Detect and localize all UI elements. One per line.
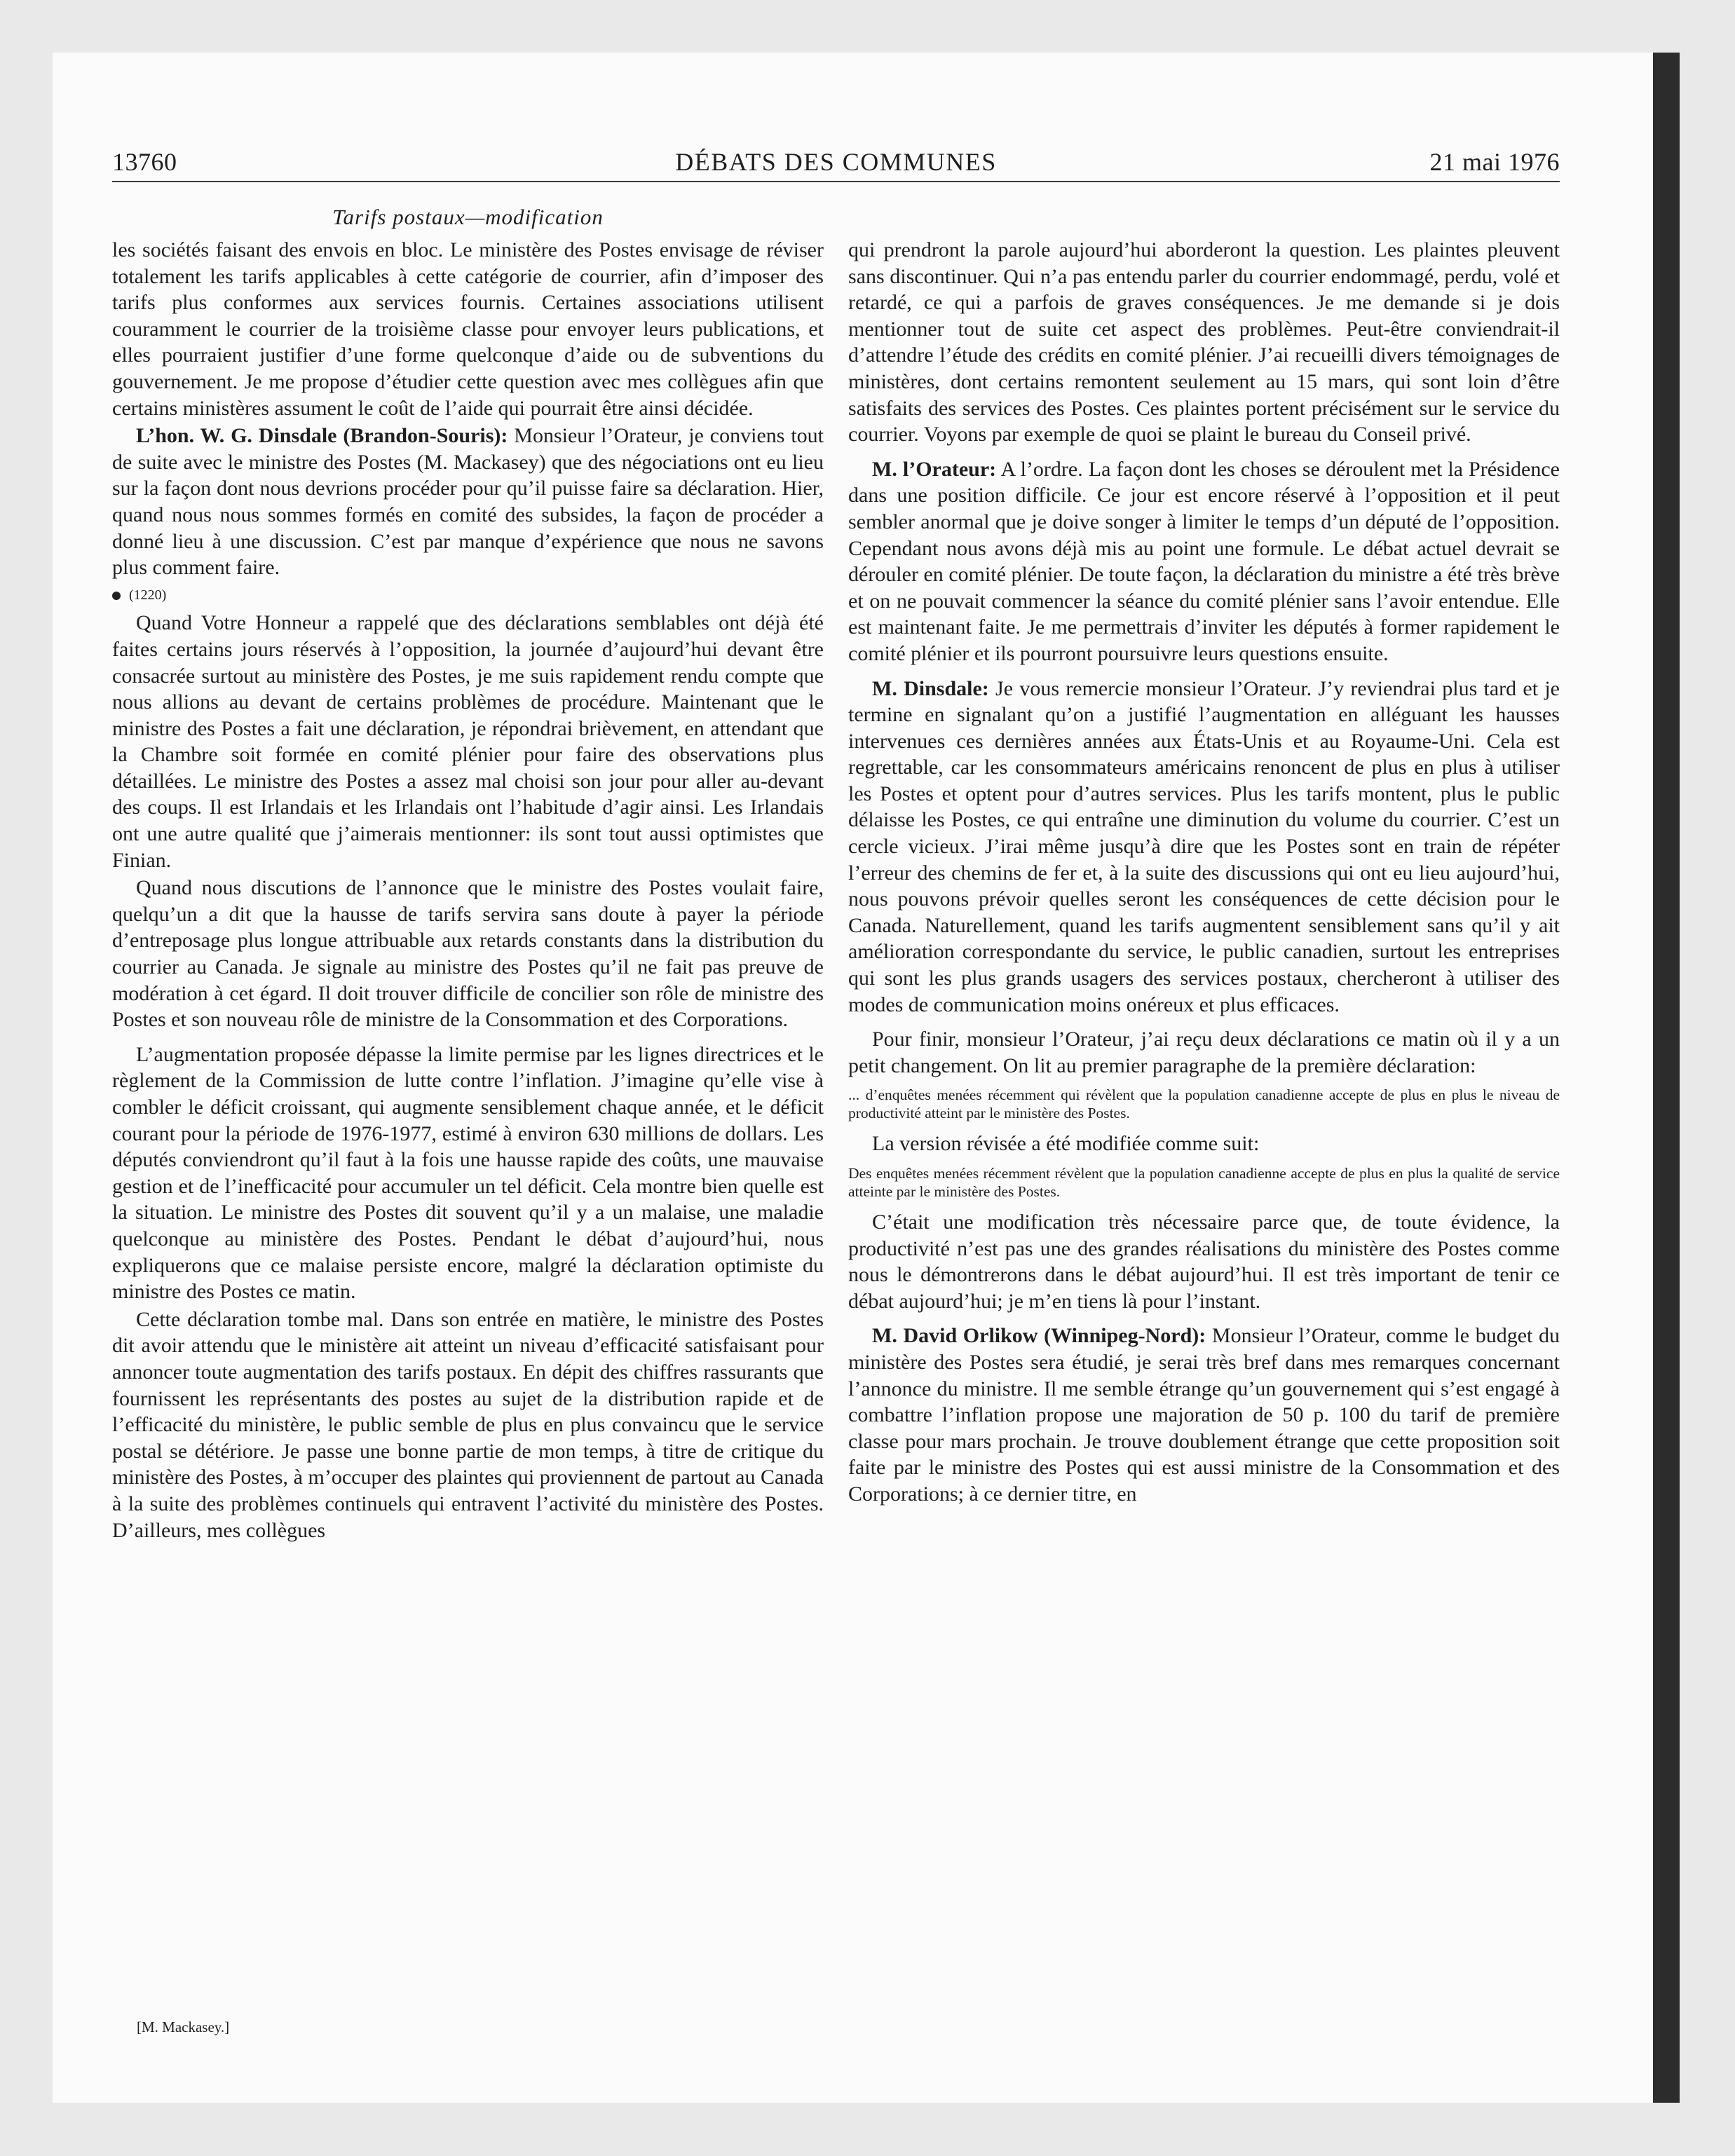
paragraph: [848, 676, 1560, 1018]
paragraph: C’était une modification très nécessaire parce que, de toute évidence, la productivité n’est pas une des grandes réalisations du ministère des Postes comme nous le démontrerons dans le débat aujourd’hui. Il est très important de tenir ce débat aujourd’hui; je m’en tiens là pour l’instant.: [848, 1210, 1560, 1313]
paragraph-text: A l’ordre. La façon dont les choses se déroulent met la Présidence dans une position difficile. Ce jour est encore réservé à l’opposition et il peut sembler anormal que je doive songer à limiter le temps d’un député de l’opposition. Cependant nous avons déjà mis au point une formule. Le débat actuel devrait se dérouler en comité plénier. De toute façon, la déclaration du ministre a été très brève et on ne pouvait commencer la séance du comité plénier sans l’avoir entendue. Elle est maintenant faite. Je me permettrais d’inviter les députés à former rapidement le comité plénier et ils pourront poursuivre leurs questions ensuite.: [848, 457, 1560, 665]
paragraph: [848, 456, 1560, 667]
paragraph: Quand Votre Honneur a rappelé que des déclarations semblables ont déjà été faites certains jours réservés à l’opposition, la journée d’aujourd’hui devant être consacrée surtout au ministère des Postes, je me suis rapidement rendu compte que nous allions au devant de certains problèmes de procédure. Maintenant que le ministre des Postes a fait une déclaration, je répondrai brièvement, en attendant que la Chambre soit formée en comité plénier pour faire des observations plus détaillées. Le ministre des Postes a assez mal choisi son jour pour aller au-devant des coups. Il est Irlandais et les Irlandais ont l’habitude d’agir ainsi. Les Irlandais ont une autre qualité que j’aimerais mentionner: ils sont tout aussi optimistes que Finian.: [112, 611, 824, 872]
paragraph: La version révisée a été modifiée comme suit:: [872, 1132, 1260, 1156]
paragraph: qui prendront la parole aujourd’hui aborderont la question. Les plaintes pleuvent sans discontinuer. Qui n’a pas entendu parler du courrier endommagé, perdu, volé et retardé, ce qui a parfois de graves conséquences. Je me demande si je dois mentionner tout de suite cet aspect des problèmes. Peut-être conviendrait-il d’attendre l’étude des crédits en comité plénier. J’ai recueilli divers témoignages de ministères, dont certains remontent seulement au 15 mars, qui sont loin d’être satisfaits des services des Postes. Ces plaintes portent précisément sur le service du courrier. Voyons par exemple de quoi se plaint le bureau du Conseil privé.: [848, 238, 1560, 446]
section-subtitle: Tarifs postaux—modification: [332, 205, 604, 229]
speaker-name: L’hon. W. G. Dinsdale (Brandon-Souris):: [136, 424, 508, 448]
scan-edge-strip: [1653, 53, 1680, 2103]
publication-date: 21 mai 1976: [1429, 148, 1560, 176]
speaker-name: M. l’Orateur:: [872, 457, 997, 481]
paragraph: [848, 1323, 1560, 1507]
speaker-name: M. Dinsdale:: [872, 676, 989, 700]
timestamp-marker: [112, 582, 824, 609]
page-header: [112, 147, 1560, 182]
timestamp: (1220): [129, 587, 167, 603]
publication-title: DÉBATS DES COMMUNES: [675, 148, 997, 176]
paragraph: [112, 423, 824, 581]
paragraph: L’augmentation proposée dépasse la limite permise par les lignes directrices et le règlement de la Commission de lutte contre l’inflation. J’imagine qu’elle vise à combler le déficit croissant, qui augmente sensiblement chaque année, et le déficit courant pour la période de 1976-1977, estimé à environ 630 millions de dollars. Les députés conviendront qu’il faut à la fois une hausse rapide des coûts, une mauvaise gestion et de l’inefficacité pour accumuler un tel déficit. Cela montre bien quelle est la situation. Le ministre des Postes dit souvent qu’il y a un malaise, une maladie quelconque au ministère des Postes. Pendant le débat d’aujourd’hui, nous expliquerons que ce malaise persiste encore, malgré la déclaration optimiste du ministre des Postes ce matin.: [112, 1042, 824, 1304]
paragraph: Cette déclaration tombe mal. Dans son entrée en matière, le ministre des Postes dit avoir attendu que le ministère ait atteint un niveau d’efficacité satisfaisant pour annoncer toute augmentation des tarifs postaux. En dépit des chiffres rassurants que fournissent les représentants des postes au sujet de la distribution rapide et de l’efficacité du ministère, le public semble de plus en plus convaincu que le service postal se détériore. Je passe une bonne partie de mon temps, à titre de critique du ministère des Postes, à m’occuper des plaintes qui proviennent de partout au Canada à la suite des problèmes continuels qui entravent l’activité du ministère des Postes. D’ailleurs, mes collègues: [112, 1307, 824, 1542]
page-number: 13760: [112, 148, 177, 176]
paragraph-text: Je vous remercie monsieur l’Orateur. J’y reviendrai plus tard et je termine en signalant qu’on a justifié l’augmentation en alléguant les hausses intervenues ces dernières années aux États-Unis et au Royaume-Uni. Cela est regrettable, car les consommateurs américains renoncent de plus en plus à utiliser les Postes et optent pour d’autres services. Plus les tarifs montent, plus le public délaisse les Postes, ce qui entraîne une diminution du volume du courrier. C’est un cercle vicieux. J’irai même jusqu’à dire que les Postes sont en train de répéter l’erreur des chemins de fer et, à la suite des discussions qui ont eu lieu aujourd’hui, nous pouvons prévoir quelles seront les conséquences de cette décision pour le Canada. Naturellement, quand les tarifs augmentent sensiblement sans qu’il y ait amélioration correspondante du service, le public canadien, surtout les entreprises qui sont les plus grands usagers des services postaux, chercheront à utiliser des modes de communication moins onéreux et plus efficaces.: [848, 676, 1560, 1016]
paragraph: les sociétés faisant des envois en bloc. Le ministère des Postes envisage de réviser totalement les tarifs applicables à cette catégorie de courrier, afin d’imposer des tarifs plus conformes aux services fournis. Certaines associations utilisent couramment le courrier de la troisième classe pour envoyer leurs publications, et elles pourraient justifier d’une forme quelconque d’aide ou de subventions du gouvernement. Je me propose d’étudier cette question avec mes collègues afin que certains ministères assument le coût de l’aide qui pourrait être ainsi décidée.: [112, 238, 824, 420]
header-rule: [112, 181, 1560, 182]
bullet-dot-icon: [112, 592, 121, 600]
footer-note: [M. Mackasey.]: [137, 2019, 230, 2035]
paragraph-text: Monsieur l’Orateur, comme le budget du ministère des Postes sera étudié, je serai très bref dans mes remarques concernant l’annonce du ministre. Il me semble étrange qu’un gouvernement qui s’est engagé à combattre l’inflation propose une majoration de 50 p. 100 du tarif de première classe pour mars prochain. Je trouve doublement étrange que cette proposition soit faite par le ministre des Postes qui est aussi ministre de la Consommation et des Corporations; à ce dernier titre, en: [848, 1324, 1560, 1506]
speaker-name: M. David Orlikow (Winnipeg-Nord):: [872, 1324, 1206, 1348]
block-quote: ... d’enquêtes menées récemment qui révèlent que la population canadienne accepte de plus en plus le niveau de productivité atteint par le ministère des Postes.: [848, 1086, 1560, 1122]
paragraph: Pour finir, monsieur l’Orateur, j’ai reçu deux déclarations ce matin où il y a un petit changement. On lit au premier paragraphe de la première déclaration:: [848, 1028, 1560, 1077]
left-column: [112, 237, 824, 1543]
paragraph: Quand nous discutions de l’annonce que le ministre des Postes voulait faire, quelqu’un a dit que la hausse de tarifs servira sans doute à payer la période d’entreposage plus longue attribuable aux retards constants dans la distribution du courrier au Canada. Je signale au ministre des Postes qu’il ne fait pas preuve de modération à cet égard. Il doit trouver difficile de concilier son rôle de ministre des Postes et son nouveau rôle de ministre de la Consommation et des Corporations.: [112, 876, 824, 1032]
block-quote: Des enquêtes menées récemment révèlent que la population canadienne accepte de plus en plus la qualité de service atteinte par le ministère des Postes.: [848, 1165, 1560, 1200]
paragraph-text: Monsieur l’Orateur, je conviens tout de suite avec le ministre des Postes (M. Mackasey) que des négociations ont eu lieu sur la façon dont nous devrions procéder pour qu’il puisse faire sa déclaration. Hier, quand nous nous sommes formés en comité des subsides, la façon de procéder a donné lieu à une discussion. C’est par manque d’expérience que nous ne savons plus comment faire.: [112, 424, 824, 580]
right-column: [848, 237, 1560, 1508]
